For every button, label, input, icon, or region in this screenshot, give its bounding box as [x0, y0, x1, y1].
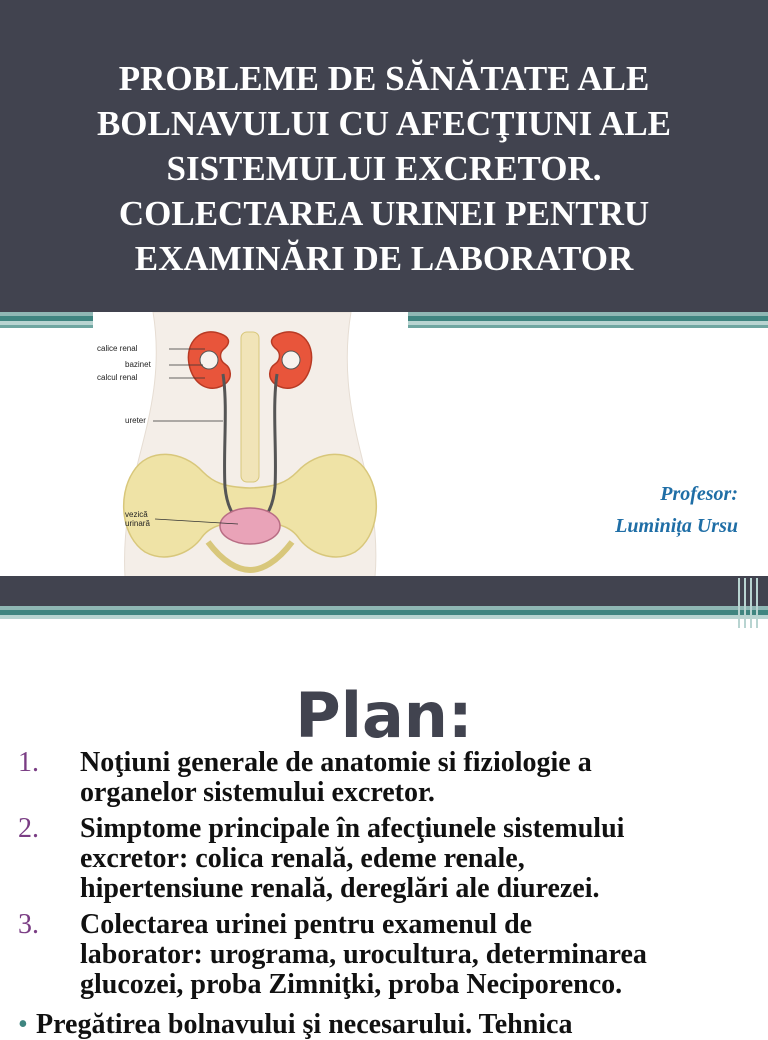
title-line: SISTEMULUI EXCRETOR.	[166, 149, 602, 188]
list-line: glucozei, proba Zimniţki, proba Neciporenco.	[80, 969, 623, 1000]
list-item	[0, 748, 768, 808]
label-vezica: vezică	[125, 510, 148, 519]
list-line: laborator: urograma, urocultura, determinarea	[80, 939, 647, 970]
label-calice-renal: calice renal	[97, 344, 138, 353]
decorative-ticks	[734, 578, 762, 628]
professor-block	[615, 478, 738, 542]
title-header	[0, 0, 768, 312]
list-line: Simptome principale în afecţiunele sistemului	[80, 813, 625, 844]
title-line: COLECTAREA URINEI PENTRU	[118, 194, 650, 233]
footer-bar	[0, 576, 768, 606]
list-number: 1.	[18, 747, 39, 778]
plan-list	[0, 747, 768, 1040]
slide-title	[40, 56, 728, 281]
footer-stripe	[0, 615, 768, 619]
professor-label: Profesor:	[660, 483, 738, 505]
list-line: Pregătirea bolnavului şi necesarului. Tehnica	[36, 1009, 573, 1040]
label-urinara: urinară	[125, 519, 150, 528]
title-line: BOLNAVULUI CU AFECŢIUNI ALE	[96, 104, 672, 143]
label-calcul-renal: calcul renal	[97, 373, 138, 382]
urinary-system-drawing	[93, 312, 408, 577]
label-ureter: ureter	[125, 416, 146, 425]
list-line: Colectarea urinei pentru examenul de	[80, 909, 533, 940]
tick-line	[744, 578, 746, 628]
urinary-system-illustration	[93, 312, 408, 577]
list-line: Noţiuni generale de anatomie si fiziologie a	[80, 747, 592, 778]
tick-line	[738, 578, 740, 628]
tick-line	[750, 578, 752, 628]
list-line: organelor sistemului excretor.	[80, 777, 435, 808]
professor-name: Luminița Ursu	[615, 515, 738, 537]
list-item	[0, 910, 768, 1000]
bullet-icon: •	[18, 1009, 28, 1040]
list-line: hipertensiune renală, dereglări ale diurezei.	[80, 873, 600, 904]
title-line: PROBLEME DE SĂNĂTATE ALE	[118, 59, 650, 98]
list-line: excretor: colica renală, edeme renale,	[80, 843, 525, 874]
title-line: EXAMINĂRI DE LABORATOR	[134, 239, 634, 278]
list-number: 3.	[18, 909, 39, 940]
plan-slide	[0, 640, 768, 1040]
list-item	[0, 814, 768, 904]
list-item-partial	[0, 1010, 572, 1040]
tick-line	[756, 578, 758, 628]
plan-title: Plan:	[295, 679, 473, 752]
list-number: 2.	[18, 813, 39, 844]
label-bazinet: bazinet	[125, 360, 151, 369]
